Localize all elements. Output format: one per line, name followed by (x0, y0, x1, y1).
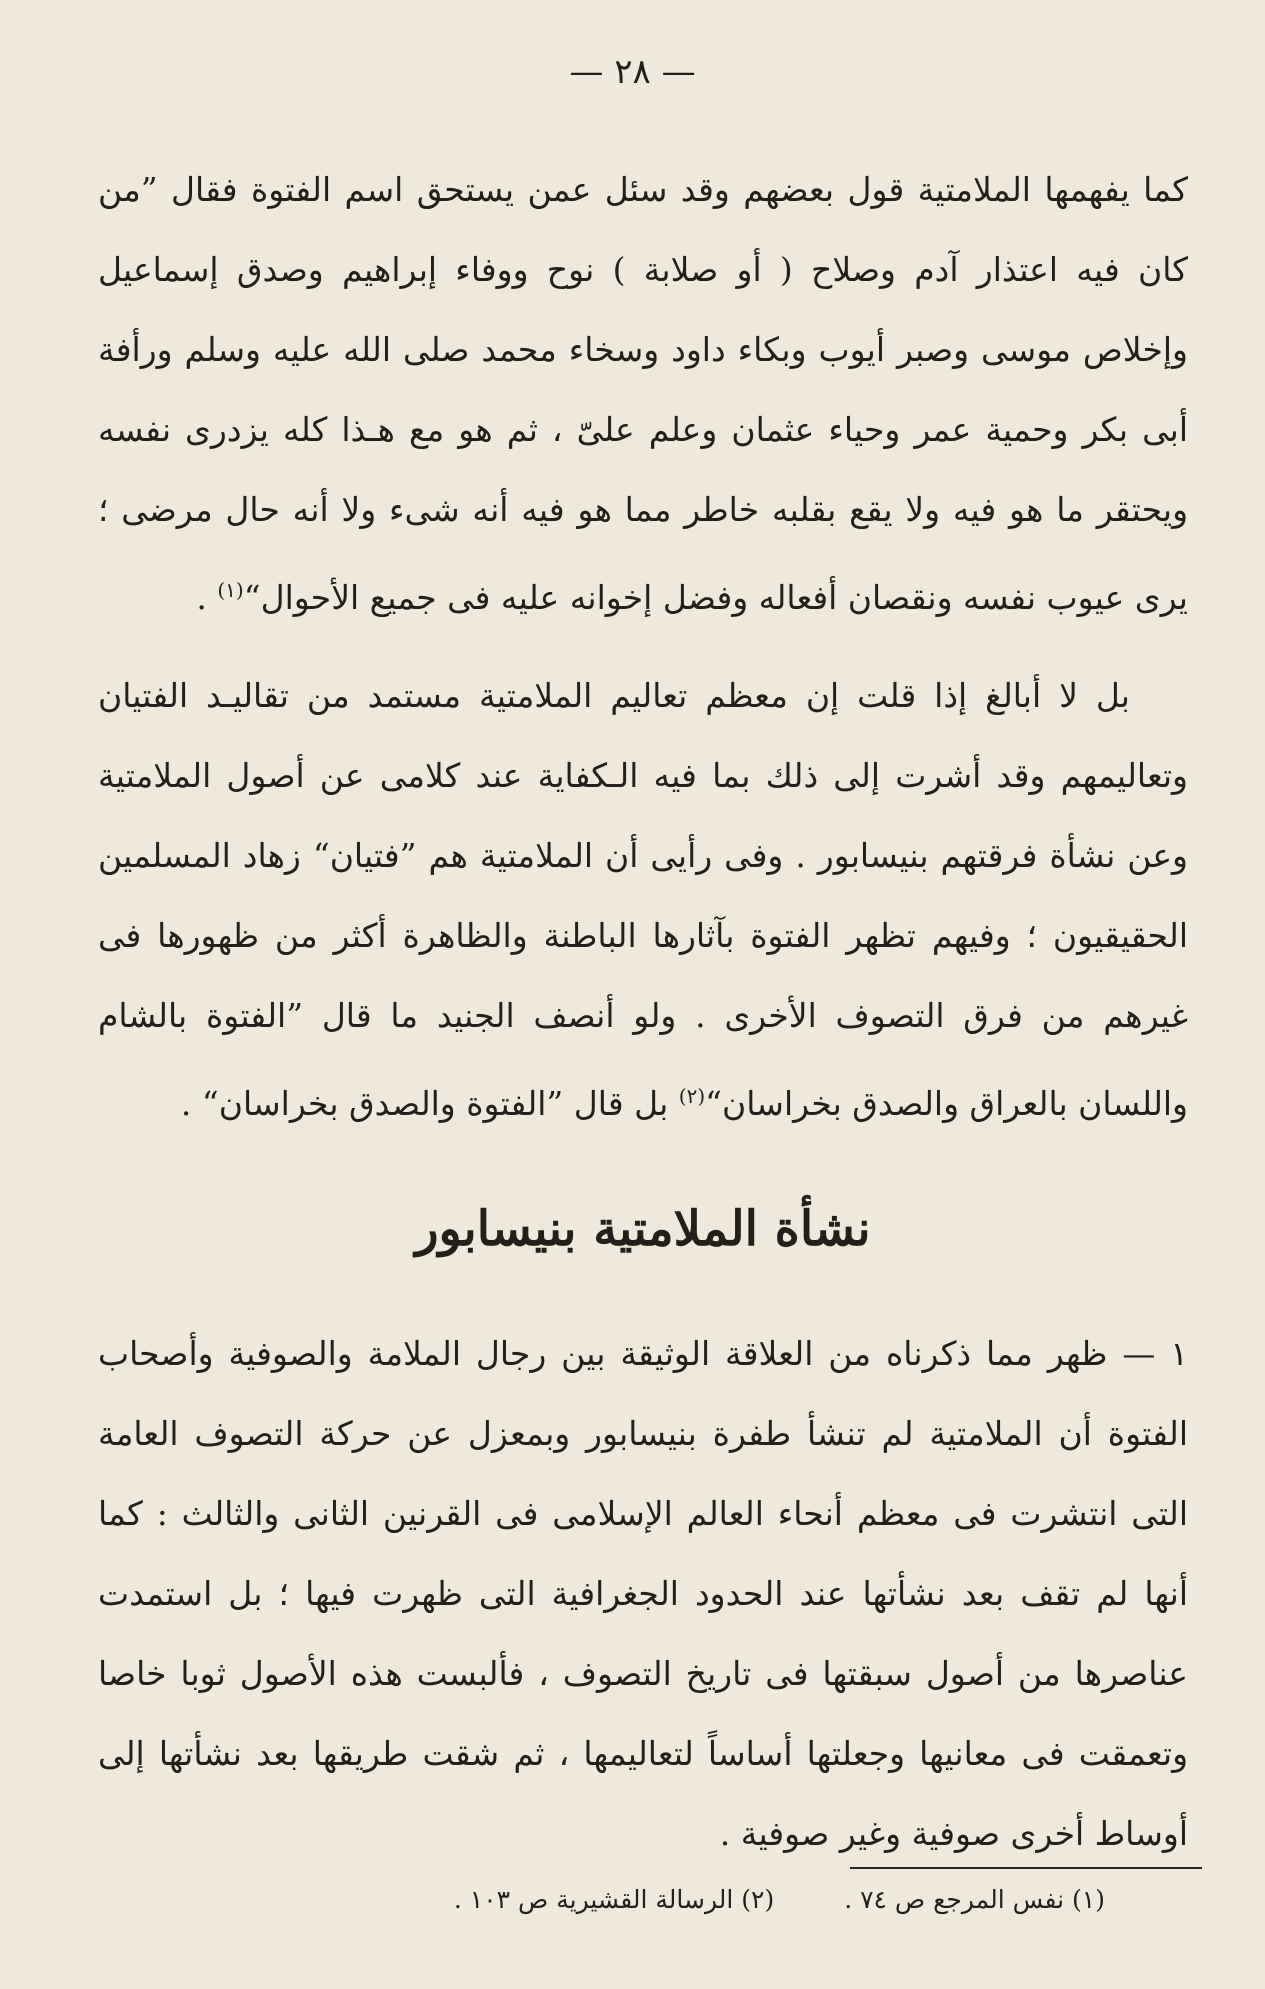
section-heading: نشأة الملامتية بنيسابور (415, 1201, 871, 1257)
footnote-2: (٢) الرسالة القشيرية ص ١٠٣ . (453, 1885, 775, 1914)
body-text (98, 150, 1188, 1874)
footnotes (454, 1885, 1105, 1914)
page-number: — ٢٨ — (569, 52, 696, 92)
paragraph-futuwwa-definition (98, 150, 1188, 638)
footnote-marker-2: (٢) (678, 1084, 706, 1108)
footnote-marker-1: (١) (217, 578, 244, 602)
paragraph-text: بل لا أبالغ إذا قلت إن معظم تعاليم الملامتية مستمد من تقاليـد الفتيان وتعاليمهم وقد أشرت إلى ذلك بما فيه الـكفاية عند كلامى عن أصول الملامتية وعن نشأة فرقتهم بنيسابور . وفى رأيى أن الملامتية هم ”فتيان“ زهاد المسلمين الحقيقيون ؛ وفيهم تظهر الفتوة بآثارها الباطنة والظاهرة أكثر من ظهورها فى غيرهم من فرق التصوف الأخرى . ولو أنصف الجنيد ما قال ”الفتوة بالشام واللسان بالعراق والصدق بخراسان“ (98, 676, 1188, 1123)
footnote-divider (850, 1867, 1202, 1869)
paragraph-tail: . (196, 578, 218, 617)
paragraph-text: كما يفهمها الملامتية قول بعضهم وقد سئل عمن يستحق اسم الفتوة فقال ”من كان فيه اعتذار آدم وصلاح ( أو صلابة ) نوح ووفاء إبراهيم وصدق إسماعيل وإخلاص موسى وصبر أيوب وبكاء داود وسخاء محمد صلى الله عليه وسلم ورأفة أبى بكر وحمية عمر وحياء عثمان وعلم علىّ ، ثم هو مع هـذا كله يزدرى نفسه ويحتقر ما هو فيه ولا يقع بقلبه خاطر مما هو فيه أنه شىء ولا أنه حال مرضى ؛ يرى عيوب نفسه ونقصان أفعاله وفضل إخوانه عليه فى جميع الأحوال“ (98, 170, 1188, 617)
paragraph-origin-nishapur: ١ — ظهر مما ذكرناه من العلاقة الوثيقة بين رجال الملامة والصوفية وأصحاب الفتوة أن الملامتية لم تنشأ طفرة بنيسابور وبمعزل عن حركة التصوف العامة التى انتشرت فى معظم أنحاء العالم الإسلامى فى القرنين الثانى والثالث : كما أنها لم تقف بعد نشأتها عند الحدود الجغرافية التى ظهرت فيها ؛ بل استمدت عناصرها من أصول سبقتها فى تاريخ التصوف ، فألبست هذه الأصول ثوبا خاصا وتعمقت فى معانيها وجعلتها أساساً لتعاليمها ، ثم شقت طريقها بعد نشأتها إلى أوساط أخرى صوفية وغير صوفية . (98, 1334, 1188, 1854)
paragraph-tail: بل قال ”الفتوة والصدق بخراسان“ . (180, 1084, 679, 1123)
paragraph-malamatiyya-futuwwa (98, 656, 1188, 1144)
footnote-1: (١) نفس المرجع ص ٧٤ . (844, 1885, 1105, 1914)
